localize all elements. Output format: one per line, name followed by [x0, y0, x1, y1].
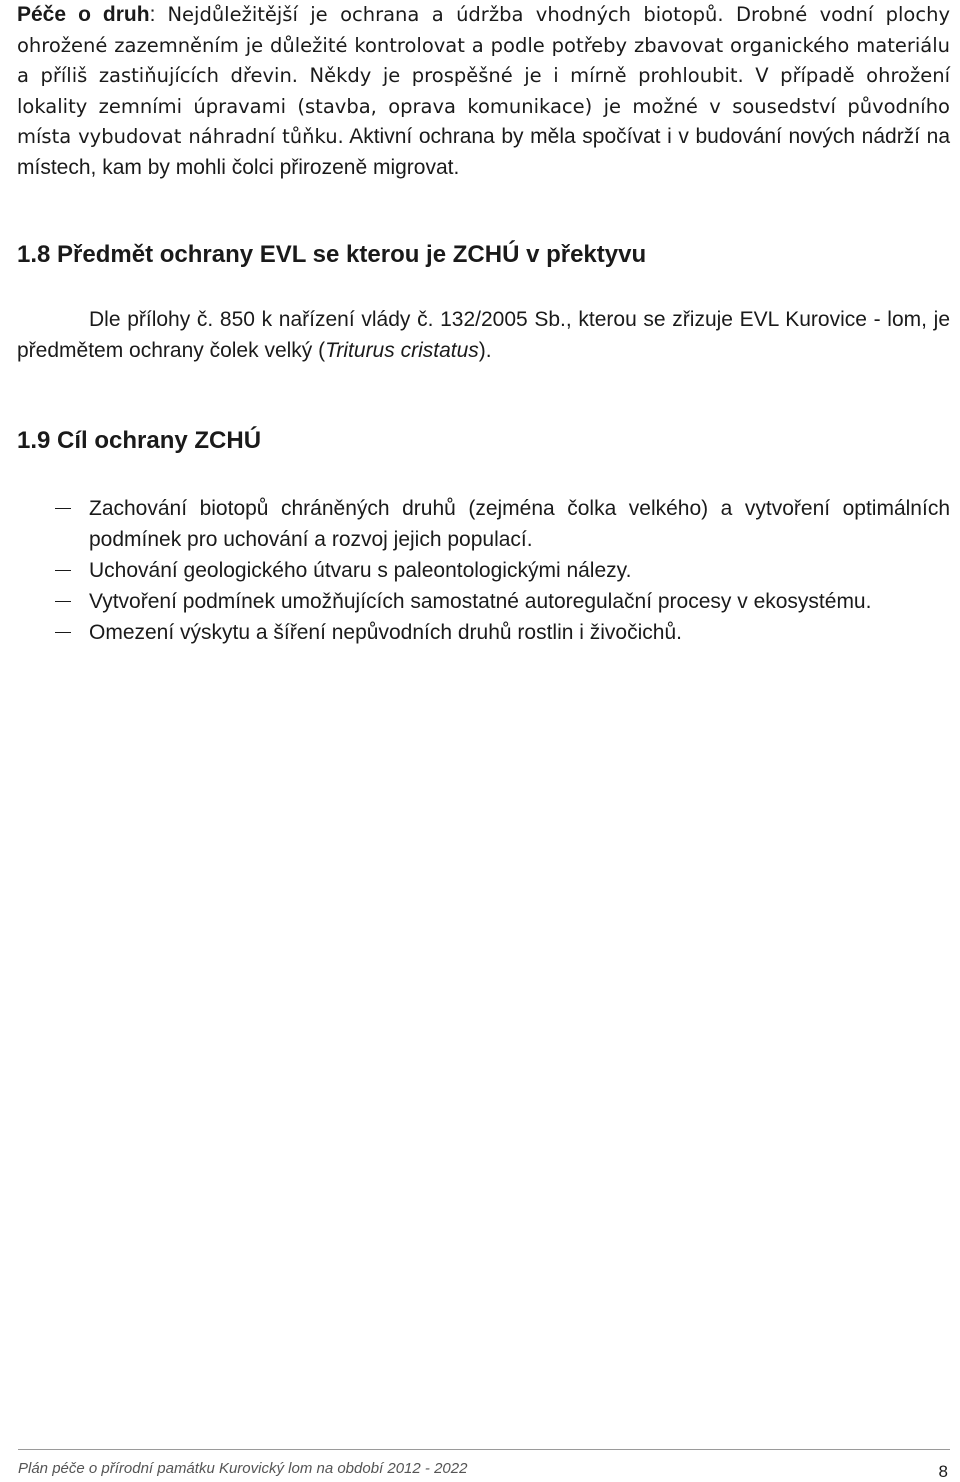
list-item-text: Omezení výskytu a šíření nepůvodních druhů rostlin i živočichů. [89, 621, 682, 644]
section-1-8-text-before: Dle přílohy č. 850 k nařízení vlády č. 132/2005 Sb., kterou se zřizuje EVL Kurovice - lom, je předmětem ochrany čolek velký ( [17, 308, 950, 362]
species-name: Triturus cristatus [325, 339, 479, 362]
protection-goals-list [17, 493, 950, 648]
footer-divider [18, 1449, 950, 1450]
list-item-text: Zachování biotopů chráněných druhů (zejména čolka velkého) a vytvoření optimálních podmínek pro uchování a rozvoj jejich populací. [89, 497, 950, 551]
dash-bullet-icon [55, 632, 71, 633]
section-heading-1-8: 1.8 Předmět ochrany EVL se kterou je ZCHÚ v přektyvu [17, 241, 647, 268]
dash-bullet-icon [55, 508, 71, 509]
list-item-text: Uchování geologického útvaru s paleontologickými nálezy. [89, 559, 632, 582]
list-item [17, 586, 950, 617]
care-label: Péče o druh [17, 3, 150, 26]
list-item [17, 493, 950, 555]
section-heading-1-9: 1.9 Cíl ochrany ZCHÚ [17, 427, 262, 454]
section-1-8-text [17, 304, 950, 366]
care-text-part1: Nejdůležitější je ochrana a údržba vhodných biotopů. Drobné vodní plochy ohrožené zazemněním je důležité kontrolovat a podle potřeby zbavovat organického materiálu a příliš zastiňujících dřevin. Někdy je prospěšné je i mírně prohloubit. V případě ohrožení lokality zemními úpravami (stavba, oprava komunikace) je možné v sousedství původního místa vybudovat náhradní tůňku. [17, 3, 950, 148]
page-number: 8 [938, 1462, 948, 1481]
list-item-text: Vytvoření podmínek umožňujících samostatné autoregulační procesy v ekosystému. [89, 590, 872, 613]
care-label-separator: : [149, 3, 168, 26]
dash-bullet-icon [55, 601, 71, 602]
list-item [17, 555, 950, 586]
section-1-8-text-after: ). [478, 339, 492, 362]
care-text-part2: Aktivní ochrana by měla spočívat i v budování nových nádrží na místech, kam by mohli čolci přirozeně migrovat. [17, 125, 950, 179]
dash-bullet-icon [55, 570, 71, 571]
footer-title: Plán péče o přírodní památku Kurovický lom na období 2012 - 2022 [18, 1460, 468, 1477]
care-paragraph [17, 0, 950, 183]
document-page [17, 0, 950, 1481]
list-item [17, 617, 950, 648]
